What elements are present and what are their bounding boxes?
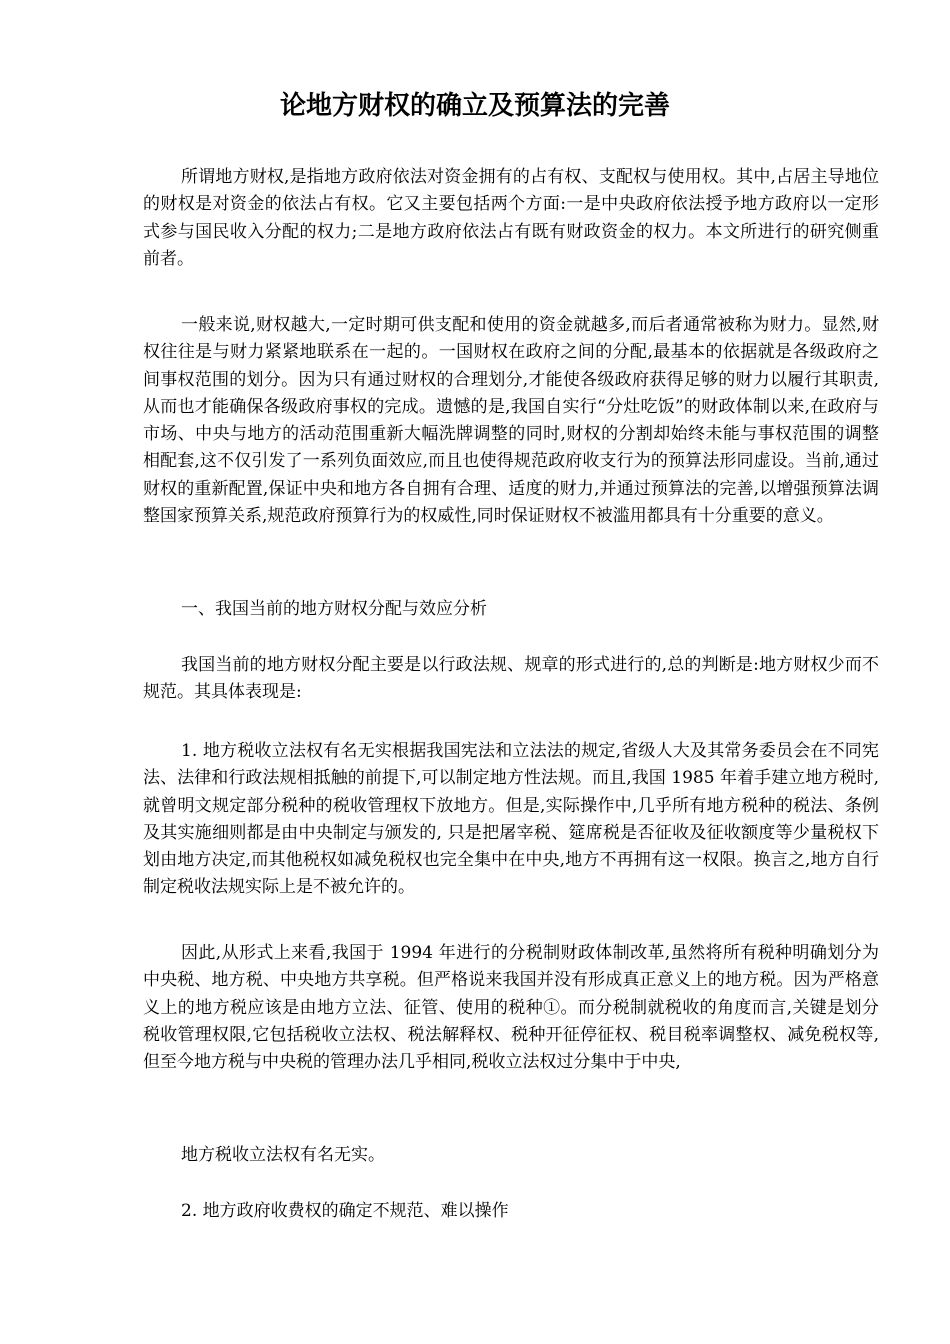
section-heading-1: 一、我国当前的地方财权分配与效应分析 [181, 599, 487, 619]
paragraph-conclusion-point-1: 地方税收立法权有名无实。 [181, 1145, 385, 1165]
paragraph-point-1: 1. 地方税收立法权有名无实根据我国宪法和立法法的规定,省级人大及其常务委员会在不同宪法、法律和行政法规相抵触的前提下,可以制定地方性法规。而且,我国 1985 年着手建立地方税时,就曾明文规定部分税种的税收管理权下放地方。但是,实际操作中,几乎所有地方税种的税法、条例及其实施细则都是由中央制定与颁发的, 只是把屠宰税、筵席税是否征收及征收额度等少量税权下划由地方决定,而其他税权如减免税权也完全集中在中央,地方不再拥有这一权限。换言之,地方自行制定税收法规实际上是不被允许的。 [143, 741, 879, 898]
paragraph-definition: 所谓地方财权,是指地方政府依法对资金拥有的占有权、支配权与使用权。其中,占居主导地位的财权是对资金的依法占有权。它又主要包括两个方面:一是中央政府依法授予地方政府以一定形式参与国民收入分配的权力;二是地方政府依法占有既有财政资金的权力。本文所进行的研究侧重前者。 [143, 167, 879, 269]
paragraph-overview: 我国当前的地方财权分配主要是以行政法规、规章的形式进行的,总的判断是:地方财权少而不规范。其具体表现是: [143, 655, 879, 703]
paragraph-point-2-heading: 2. 地方政府收费权的确定不规范、难以操作 [181, 1201, 509, 1221]
document-title: 论地方财权的确立及预算法的完善 [279, 91, 670, 121]
paragraph-tax-reform: 因此,从形式上来看,我国于 1994 年进行的分税制财政体制改革,虽然将所有税种明确划分为中央税、地方税、中央地方共享税。但严格说来我国并没有形成真正意义上的地方税。因为严格意义上的地方税应该是由地方立法、征管、使用的税种①。而分税制就税收的角度而言,关键是划分税收管理权限,它包括税收立法权、税法解释权、税种开征停征权、税目税率调整权、减免税权等,但至今地方税与中央税的管理办法几乎相同,税收立法权过分集中于中央, [143, 943, 879, 1073]
paragraph-background: 一般来说,财权越大,一定时期可供支配和使用的资金就越多,而后者通常被称为财力。显然,财权往往是与财力紧紧地联系在一起的。一国财权在政府之间的分配,最基本的依据就是各级政府之间事权范围的划分。因为只有通过财权的合理划分,才能使各级政府获得足够的财力以履行其职责,从而也才能确保各级政府事权的完成。遗憾的是,我国自实行“分灶吃饭”的财政体制以来,在政府与市场、中央与地方的活动范围重新大幅洗牌调整的同时,财权的分割却始终未能与事权范围的调整相配套,这不仅引发了一系列负面效应,而且也使得规范政府收支行为的预算法形同虚设。当前,通过财权的重新配置,保证中央和地方各自拥有合理、适度的财力,并通过预算法的完善,以增强预算法调整国家预算关系,规范政府预算行为的权威性,同时保证财权不被滥用都具有十分重要的意义。 [143, 315, 879, 527]
